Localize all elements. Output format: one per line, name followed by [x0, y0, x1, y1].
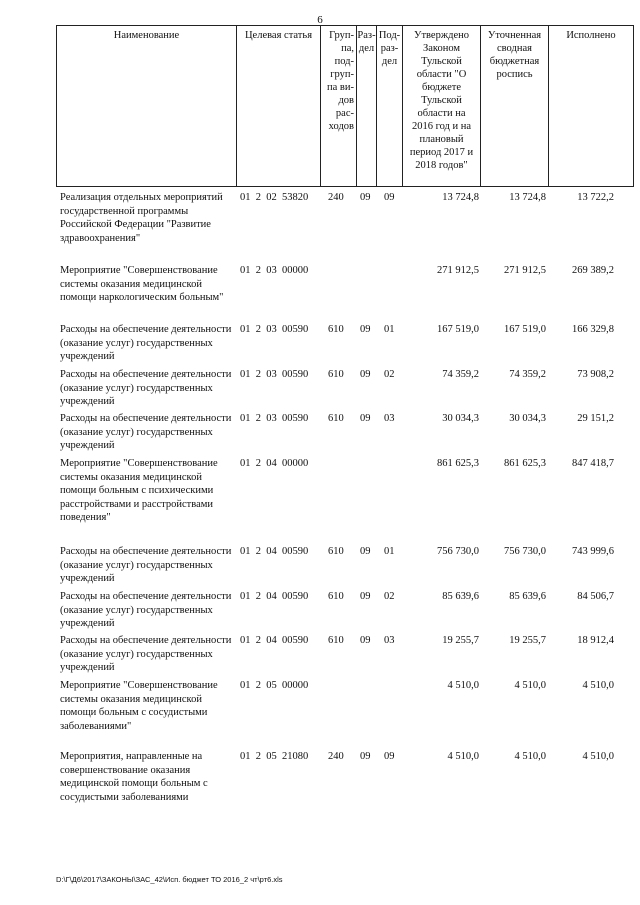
- row-refined: 756 730,0: [504, 546, 546, 557]
- row-section: 09: [360, 413, 371, 424]
- row-name: Расходы на обеспечение деятельности (оказание услуг) государственных учреждений: [60, 546, 232, 584]
- row-approved: 30 034,3: [442, 413, 479, 424]
- row-subsection: 03: [384, 413, 395, 424]
- row-approved: 4 510,0: [447, 680, 479, 691]
- row-name: Мероприятие "Совершенствование системы оказания медицинской помощи наркологическим больным": [60, 265, 224, 303]
- row-code: 01 2 05 00000: [240, 680, 309, 691]
- header-name: Наименование: [57, 26, 237, 186]
- row-section: 09: [360, 546, 371, 557]
- row-executed: 13 722,2: [577, 192, 614, 203]
- table-header: [56, 25, 634, 187]
- row-executed: 29 151,2: [577, 413, 614, 424]
- row-code: 01 2 04 00590: [240, 546, 309, 557]
- row-code: 01 2 03 00590: [240, 324, 309, 335]
- header-target: Целевая статья: [237, 26, 321, 186]
- row-group: 610: [328, 591, 344, 602]
- row-refined: 30 034,3: [509, 413, 546, 424]
- row-name: Реализация отдельных мероприятий государственной программы Российской Федерации "Развитие здравоохранения": [60, 192, 223, 244]
- row-group: 610: [328, 413, 344, 424]
- row-approved: 271 912,5: [437, 265, 479, 276]
- row-refined: 4 510,0: [514, 751, 546, 762]
- row-code: 01 2 04 00590: [240, 635, 309, 646]
- row-refined: 74 359,2: [509, 369, 546, 380]
- row-group: 610: [328, 369, 344, 380]
- row-code: 01 2 02 53820: [240, 192, 309, 203]
- header-approved: Утверждено Законом Тульской области "О бюджете Тульской области на 2016 год и на плановый период 2017 и 2018 годов": [403, 26, 481, 186]
- row-code: 01 2 05 21080: [240, 751, 309, 762]
- row-code: 01 2 04 00590: [240, 591, 309, 602]
- row-name: Мероприятия, направленные на совершенствование оказания медицинской помощи больным с сосудистыми заболеваниями: [60, 751, 208, 803]
- row-executed: 269 389,2: [572, 265, 614, 276]
- row-executed: 4 510,0: [582, 680, 614, 691]
- row-refined: 19 255,7: [509, 635, 546, 646]
- row-subsection: 03: [384, 635, 395, 646]
- row-subsection: 01: [384, 546, 395, 557]
- row-executed: 18 912,4: [577, 635, 614, 646]
- row-section: 09: [360, 369, 371, 380]
- row-approved: 4 510,0: [447, 751, 479, 762]
- row-group: 610: [328, 546, 344, 557]
- row-refined: 4 510,0: [514, 680, 546, 691]
- row-code: 01 2 04 00000: [240, 458, 309, 469]
- row-approved: 13 724,8: [442, 192, 479, 203]
- row-name: Расходы на обеспечение деятельности (оказание услуг) государственных учреждений: [60, 591, 232, 629]
- header-section: Раз- дел: [357, 26, 377, 186]
- row-section: 09: [360, 635, 371, 646]
- row-name: Расходы на обеспечение деятельности (оказание услуг) государственных учреждений: [60, 369, 232, 407]
- row-subsection: 02: [384, 591, 395, 602]
- row-refined: 85 639,6: [509, 591, 546, 602]
- row-group: 240: [328, 751, 344, 762]
- row-name: Расходы на обеспечение деятельности (оказание услуг) государственных учреждений: [60, 413, 232, 451]
- row-approved: 74 359,2: [442, 369, 479, 380]
- page-number: 6: [317, 14, 323, 26]
- row-subsection: 09: [384, 192, 395, 203]
- row-subsection: 09: [384, 751, 395, 762]
- row-executed: 4 510,0: [582, 751, 614, 762]
- row-name: Мероприятие "Совершенствование системы оказания медицинской помощи больным с сосудистыми заболеваниями": [60, 680, 218, 732]
- row-code: 01 2 03 00590: [240, 413, 309, 424]
- row-subsection: 02: [384, 369, 395, 380]
- row-executed: 166 329,8: [572, 324, 614, 335]
- row-code: 01 2 03 00590: [240, 369, 309, 380]
- row-group: 610: [328, 324, 344, 335]
- row-executed: 743 999,6: [572, 546, 614, 557]
- row-group: 610: [328, 635, 344, 646]
- row-executed: 73 908,2: [577, 369, 614, 380]
- row-approved: 19 255,7: [442, 635, 479, 646]
- row-group: 240: [328, 192, 344, 203]
- header-group: Груп- па, под- груп- па ви- дов рас- ходов: [321, 26, 357, 186]
- row-refined: 271 912,5: [504, 265, 546, 276]
- row-section: 09: [360, 192, 371, 203]
- row-approved: 167 519,0: [437, 324, 479, 335]
- row-approved: 756 730,0: [437, 546, 479, 557]
- row-refined: 861 625,3: [504, 458, 546, 469]
- row-code: 01 2 03 00000: [240, 265, 309, 276]
- row-name: Расходы на обеспечение деятельности (оказание услуг) государственных учреждений: [60, 324, 232, 362]
- header-executed: Исполнено: [566, 30, 616, 41]
- row-approved: 85 639,6: [442, 591, 479, 602]
- row-approved: 861 625,3: [437, 458, 479, 469]
- row-section: 09: [360, 751, 371, 762]
- row-refined: 167 519,0: [504, 324, 546, 335]
- row-section: 09: [360, 324, 371, 335]
- header-refined: Уточненная сводная бюджетная роспись: [481, 26, 549, 186]
- header-subsection: Под- раз- дел: [377, 26, 403, 186]
- row-refined: 13 724,8: [509, 192, 546, 203]
- row-name: Мероприятие "Совершенствование системы оказания медицинской помощи больным с психическими расстройствами и расстройствами поведения": [60, 458, 218, 523]
- file-path-footer: D:\Г\Д6\2017\ЗАКОНЫ\ЗАС_42\Исп. бюджет ТО 2016_2 чт\рт6.xls: [56, 875, 283, 884]
- row-executed: 84 506,7: [577, 591, 614, 602]
- row-subsection: 01: [384, 324, 395, 335]
- row-executed: 847 418,7: [572, 458, 614, 469]
- row-name: Расходы на обеспечение деятельности (оказание услуг) государственных учреждений: [60, 635, 232, 673]
- row-section: 09: [360, 591, 371, 602]
